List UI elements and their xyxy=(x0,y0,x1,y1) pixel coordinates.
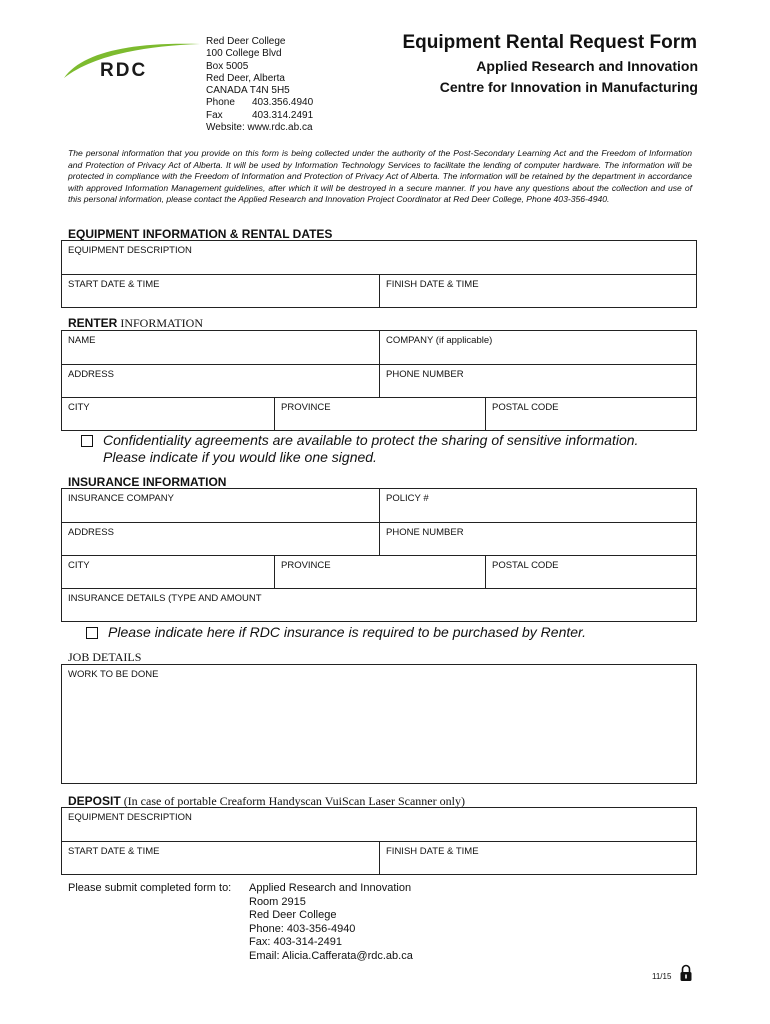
deposit-heading: DEPOSIT (In case of portable Creaform Handyscan VuiScan Laser Scanner only) xyxy=(68,794,465,808)
form-subtitle-2: Centre for Innovation in Manufacturing xyxy=(439,79,698,95)
insurance-table xyxy=(61,488,697,622)
equipment-table xyxy=(61,240,697,308)
privacy-notice: The personal information that you provide on this form is being collected under the authority of the Post-Secondary Learning Act and the Freedom of Information and Protection of Privacy Act of Alberta. It will be used by Information Technology Services to facilitate the lending of computer hardware. The information will be protected in compliance with the Freedom of Information and Protection of Privacy Act of Alberta. The information will be retained by the department in accordance with approved Information Management guidelines, after which it will be destroyed in a secure manner. If you have any questions about the collection and use of this personal information, please contact the Applied Research and Innovation Project Coordinator at Red Deer College, Phone 403-356-4940. xyxy=(68,148,692,204)
svg-text:RDC: RDC xyxy=(100,60,148,81)
street: 100 College Blvd xyxy=(206,48,282,60)
deposit-start-date-field[interactable]: START DATE & TIME xyxy=(68,846,160,857)
confidentiality-checkbox[interactable] xyxy=(81,435,93,447)
insurance-address-field[interactable]: ADDRESS xyxy=(68,527,114,538)
college-address xyxy=(206,36,313,134)
box: Box 5005 xyxy=(206,60,249,72)
insurance-phone-field[interactable]: PHONE NUMBER xyxy=(379,523,696,555)
insurance-city-field[interactable]: CITY xyxy=(68,560,90,571)
deposit-table xyxy=(61,807,697,875)
renter-company-field[interactable]: COMPANY (if applicable) xyxy=(379,331,696,364)
insurance-details-field[interactable]: INSURANCE DETAILS (TYPE AND AMOUNT xyxy=(68,593,262,604)
submit-label: Please submit completed form to: xyxy=(68,882,232,894)
deposit-finish-date-field[interactable]: FINISH DATE & TIME xyxy=(379,842,696,874)
job-details-heading: JOB DETAILS xyxy=(68,650,142,664)
form-title: Equipment Rental Request Form xyxy=(402,32,697,53)
policy-number-field[interactable]: POLICY # xyxy=(379,489,696,522)
job-table xyxy=(61,664,697,784)
renter-heading: RENTER INFORMATION xyxy=(68,316,204,330)
rdc-insurance-text: Please indicate here if RDC insurance is required to be purchased by Renter. xyxy=(108,624,587,640)
insurance-province-field[interactable]: PROVINCE xyxy=(274,556,485,588)
deposit-equipment-description-field[interactable]: EQUIPMENT DESCRIPTION xyxy=(68,812,192,823)
website: Website: www.rdc.ab.ca xyxy=(206,122,313,134)
country-postal: CANADA T4N 5H5 xyxy=(206,85,290,97)
revision-date: 11/15 xyxy=(652,972,672,981)
work-to-be-done-field[interactable]: WORK TO BE DONE xyxy=(68,669,159,680)
renter-province-field[interactable]: PROVINCE xyxy=(274,398,485,430)
insurance-postal-field[interactable]: POSTAL CODE xyxy=(485,556,696,588)
fax-line: Fax 403.314.2491 xyxy=(206,109,314,121)
insurance-company-field[interactable]: INSURANCE COMPANY xyxy=(68,493,174,504)
renter-postal-field[interactable]: POSTAL CODE xyxy=(485,398,696,430)
equipment-heading: EQUIPMENT INFORMATION & RENTAL DATES xyxy=(68,227,333,241)
renter-address-field[interactable]: ADDRESS xyxy=(68,369,114,380)
renter-phone-field[interactable]: PHONE NUMBER xyxy=(379,365,696,397)
renter-name-field[interactable]: NAME xyxy=(68,335,96,346)
rdc-logo xyxy=(62,38,202,83)
phone-line: Phone 403.356.4940 xyxy=(206,97,314,109)
start-date-field[interactable]: START DATE & TIME xyxy=(68,279,160,290)
finish-date-field[interactable]: FINISH DATE & TIME xyxy=(379,275,696,307)
renter-table xyxy=(61,330,697,431)
form-subtitle-1: Applied Research and Innovation xyxy=(476,58,698,74)
city: Red Deer, Alberta xyxy=(206,72,285,84)
insurance-heading: INSURANCE INFORMATION xyxy=(68,475,227,489)
college-name: Red Deer College xyxy=(206,36,286,47)
rdc-insurance-checkbox[interactable] xyxy=(86,627,98,639)
renter-city-field[interactable]: CITY xyxy=(68,402,90,413)
lock-icon xyxy=(679,963,693,983)
submit-address: Applied Research and Innovation Room 2915 Red Deer College Phone: 403-356-4940 Fax: 403-314-2491 Email: Alicia.Cafferata@rdc.ab.ca xyxy=(249,882,413,962)
equipment-description-field[interactable]: EQUIPMENT DESCRIPTION xyxy=(68,245,192,256)
confidentiality-text: Confidentiality agreements are available to protect the sharing of sensitive information. Please indicate if you would like one signed. xyxy=(103,432,639,465)
